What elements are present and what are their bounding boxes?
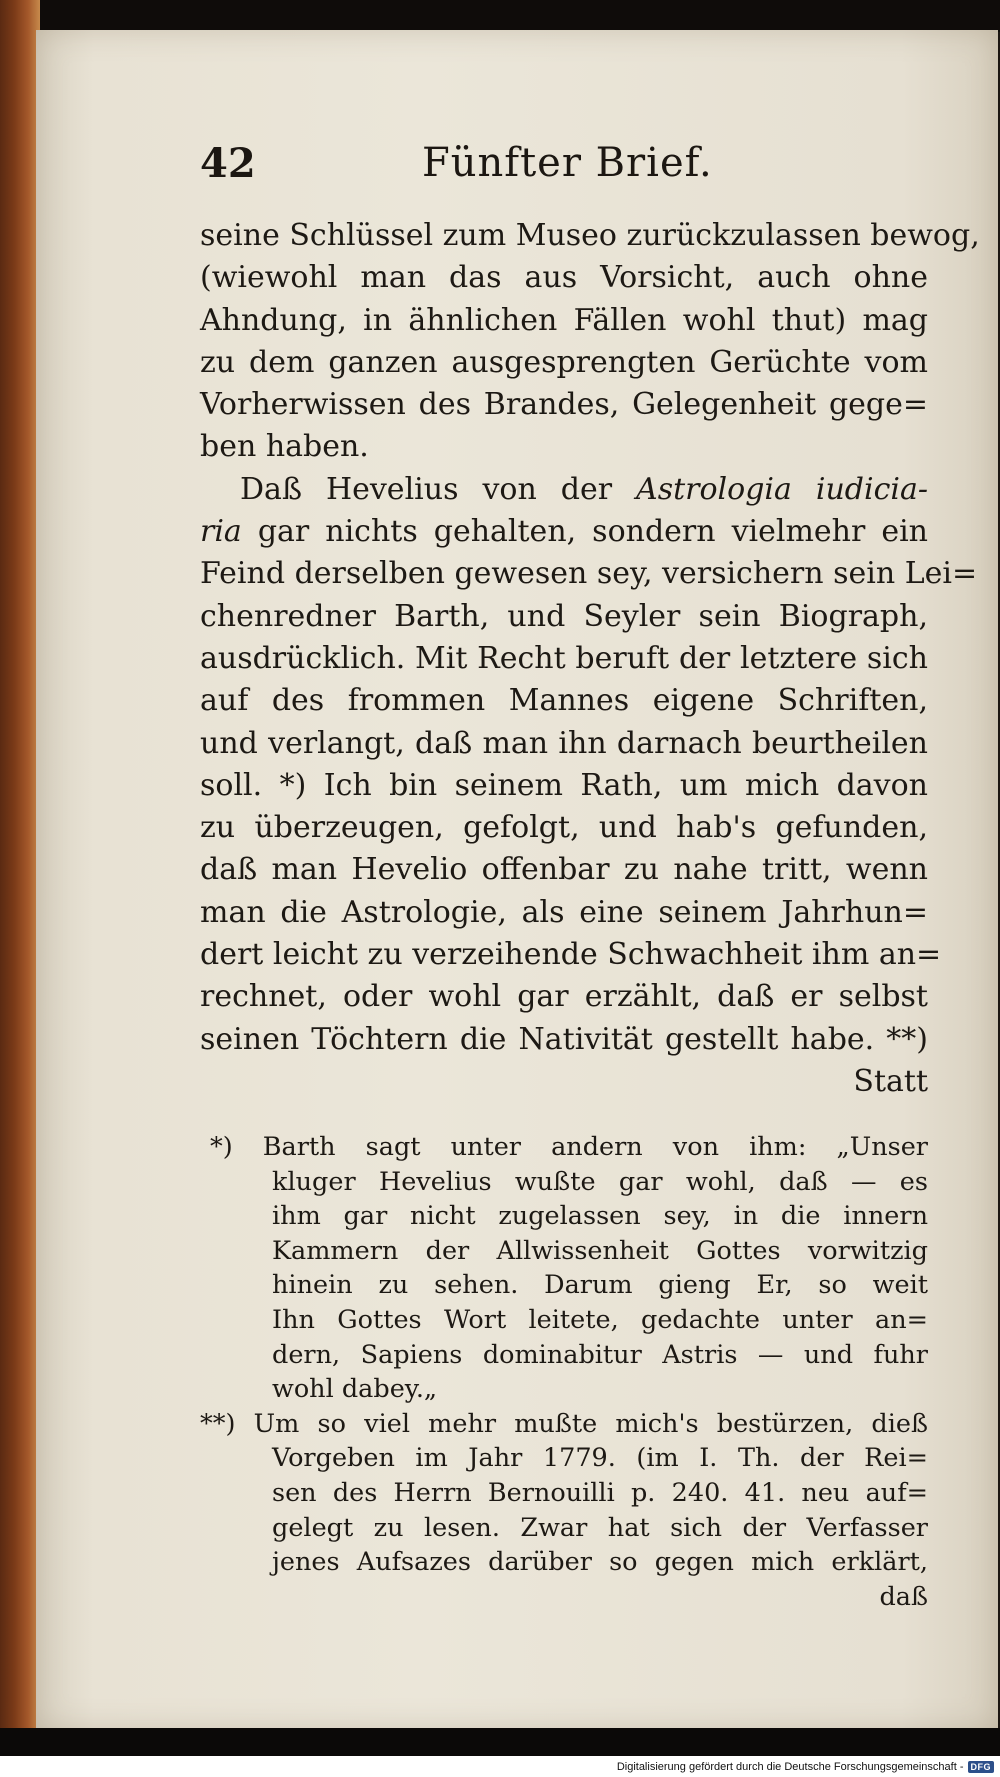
text-run: Daß Hevelius von der xyxy=(240,471,613,507)
footnote-line: sen des Herrn Bernouilli p. 240. 41. neu auf= xyxy=(272,1477,928,1508)
text-line: ausdrücklich. Mit Recht beruft der letztere sich xyxy=(200,640,928,676)
text-line: rechnet, oder wohl gar erzählt, daß er selbst xyxy=(200,979,928,1015)
footnote-line: Ihn Gottes Wort leitete, gedachte unter an= xyxy=(272,1304,928,1335)
text-line: soll. *) Ich bin seinem Rath, um mich davon xyxy=(200,767,928,803)
text-line: zu überzeugen, gefolgt, und hab's gefunden, xyxy=(200,810,928,846)
footnote-line: kluger Hevelius wußte gar wohl, daß — es xyxy=(272,1166,928,1197)
latin-term: Astrologia iudicia- xyxy=(636,471,928,507)
text-line: seinen Töchtern die Nativität gestellt habe. **) xyxy=(200,1021,928,1057)
text-run: gar nichts gehalten, sondern vielmehr ein xyxy=(257,514,928,550)
digitization-footer xyxy=(0,1756,1000,1777)
page-header xyxy=(200,140,960,200)
latin-term: ria xyxy=(200,514,242,550)
text-line: ben haben. xyxy=(200,429,369,465)
footnote-line: gelegt zu lesen. Zwar hat sich der Verfasser xyxy=(272,1512,928,1543)
footnote-line: dern, Sapiens dominabitur Astris — und fuhr xyxy=(272,1339,928,1370)
footnote-line: ihm gar nicht zugelassen sey, in die innern xyxy=(272,1201,928,1232)
text-line: auf des frommen Mannes eigene Schriften, xyxy=(200,683,928,719)
catchword: daß xyxy=(879,1581,928,1612)
catchword: Statt xyxy=(853,1063,928,1099)
text-line: daß man Hevelio offenbar zu nahe tritt, wenn xyxy=(200,852,928,888)
page-number: 42 xyxy=(200,140,256,187)
footnote-line: Kammern der Allwissenheit Gottes vorwitzig xyxy=(272,1235,928,1266)
footnotes xyxy=(200,1130,928,1614)
footnote-line: wohl dabey.„ xyxy=(272,1374,438,1405)
footnote-line: *) Barth sagt unter andern von ihm: „Unser xyxy=(210,1132,928,1162)
footnote-line: jenes Aufsazes darüber so gegen mich erklärt, xyxy=(272,1547,928,1578)
text-line: seine Schlüssel zum Museo zurückzulassen bewog, xyxy=(200,218,980,253)
scan-top-edge xyxy=(0,0,1000,32)
main-text xyxy=(200,215,980,1103)
footnote-line: Vorgeben im Jahr 1779. (im I. Th. der Rei= xyxy=(272,1443,928,1474)
text-line: chenredner Barth, und Seyler sein Biograph, xyxy=(200,598,928,634)
book-binding xyxy=(0,0,40,1740)
footnote-line: hinein zu sehen. Darum gieng Er, so weit xyxy=(272,1270,928,1301)
text-line: Vorherwissen des Brandes, Gelegenheit gege= xyxy=(200,387,928,423)
text-line: zu dem ganzen ausgesprengten Gerüchte vom xyxy=(200,344,928,380)
text-line: man die Astrologie, als eine seinem Jahrhun= xyxy=(200,894,928,930)
text-line: dert leicht zu verzeihende Schwachheit ihm an= xyxy=(200,937,942,973)
text-line: (wiewohl man das aus Vorsicht, auch ohne xyxy=(200,260,928,296)
text-line: Ahndung, in ähnlichen Fällen wohl thut) mag xyxy=(200,302,928,338)
running-title: Fünfter Brief. xyxy=(422,140,713,186)
dfg-logo: DFG xyxy=(968,1761,995,1773)
text-line: und verlangt, daß man ihn darnach beurtheilen xyxy=(200,725,928,761)
text-line xyxy=(200,469,928,511)
text-line xyxy=(200,511,928,553)
text-line: Feind derselben gewesen sey, versichern sein Lei= xyxy=(200,556,978,592)
scan-bottom-edge xyxy=(0,1728,1000,1756)
funding-credit: Digitalisierung gefördert durch die Deutsche Forschungsgemeinschaft - xyxy=(616,1760,964,1773)
footnote-line: **) Um so viel mehr mußte mich's bestürzen, dieß xyxy=(200,1408,928,1439)
